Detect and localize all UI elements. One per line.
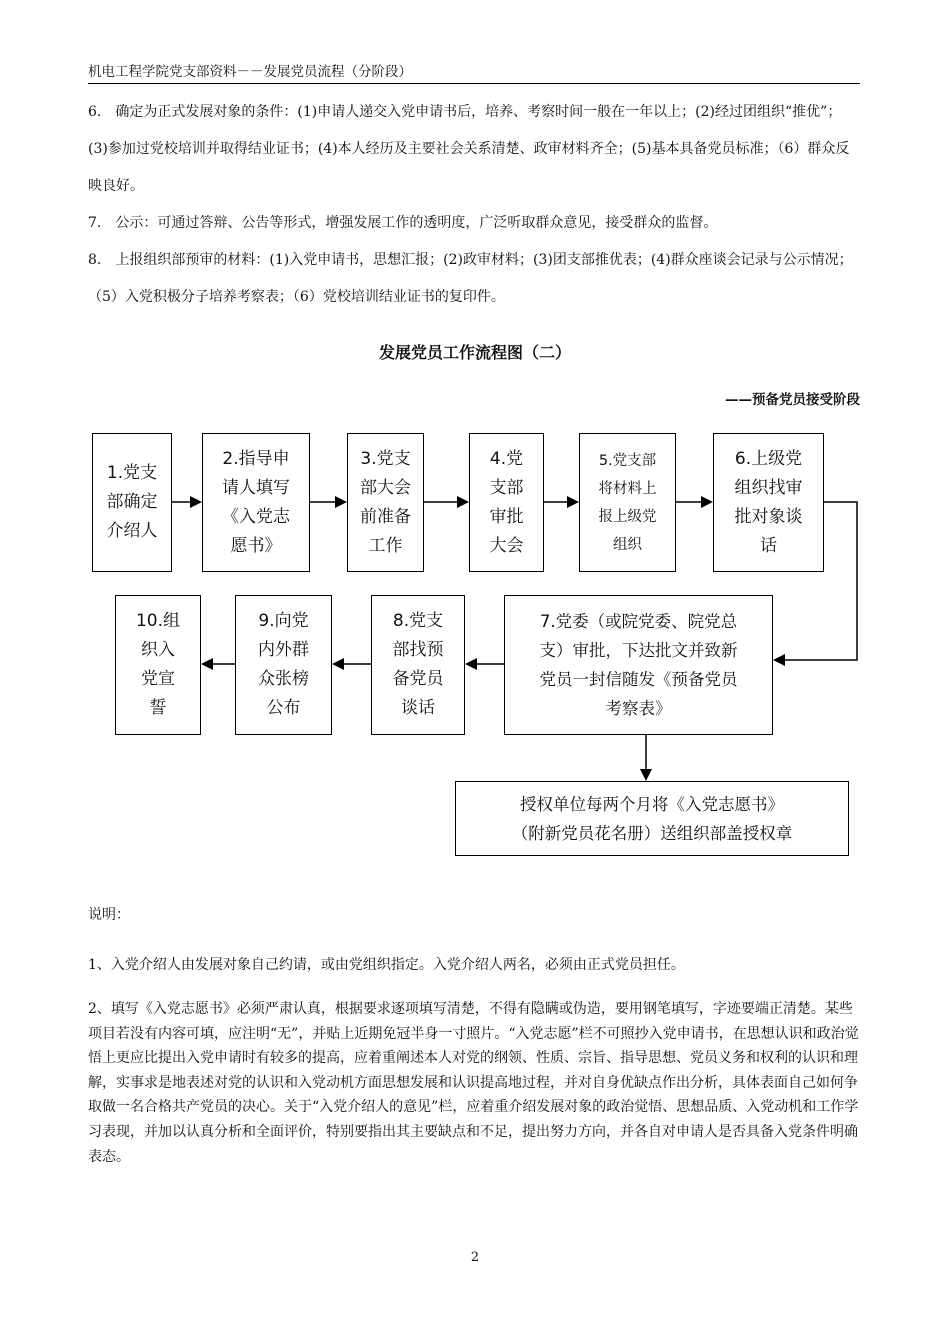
flowchart-subtitle: ——预备党员接受阶段 xyxy=(725,392,860,408)
step-1-box: 1.党支 部确定 介绍人 xyxy=(92,433,172,572)
step-10-box: 10.组 织入 党宣 誓 xyxy=(115,595,201,735)
item-6: 6. 确定为正式发展对象的条件：(1)申请人递交入党申请书后，培养、考察时间一般在一年以上；(2)经过团组织“推优”；(3)参加过党校培训并取得结业证书；(4)本人经历及主要社会关系清楚、政审材料齐全；(5)基本具备党员标准；（6）群众反映良好。 xyxy=(88,104,850,194)
note-1: 1、入党介绍人由发展对象自己约请，或由党组织指定。入党介绍人两名，必须由正式党员担任。 xyxy=(88,957,685,973)
arrow-6-7 xyxy=(775,502,857,660)
page-header: 机电工程学院党支部资料－－发展党员流程（分阶段） xyxy=(88,62,860,84)
step-8-box: 8.党支 部找预 备党员 谈话 xyxy=(371,595,465,735)
step-2-box: 2.指导申 请人填写 《入党志 愿书》 xyxy=(202,433,310,572)
step-7-box: 7.党委（或院党委、院党总 支）审批，下达批文并致新 党员一封信随发《预备党员 考察表》 xyxy=(504,595,773,735)
step-3-box: 3.党支 部大会 前准备 工作 xyxy=(347,433,424,572)
item-8: 8. 上报组织部预审的材料：(1)入党申请书，思想汇报；(2)政审材料；(3)团支部推优表；(4)群众座谈会记录与公示情况；（5）入党积极分子培养考察表；（6）党校培训结业证书的复印件。 xyxy=(88,252,853,305)
step-6-box: 6.上级党 组织找审 批对象谈 话 xyxy=(713,433,824,572)
final-step-box: 授权单位每两个月将《入党志愿书》 （附新党员花名册）送组织部盖授权章 xyxy=(455,781,849,856)
step-5-box: 5.党支部 将材料上 报上级党 组织 xyxy=(579,433,676,572)
notes-heading: 说明： xyxy=(88,907,130,923)
flowchart-title: 发展党员工作流程图（二） xyxy=(378,343,571,362)
item-7: 7. 公示：可通过答辩、公告等形式，增强发展工作的透明度，广泛听取群众意见，接受群众的监督。 xyxy=(88,215,718,231)
page-number: 2 xyxy=(470,1250,480,1265)
step-4-box: 4.党 支部 审批 大会 xyxy=(469,433,544,572)
step-9-box: 9.向党 内外群 众张榜 公布 xyxy=(235,595,332,735)
note-2: 2、填写《入党志愿书》必须严肃认真，根据要求逐项填写清楚，不得有隐瞒或伪造，要用钢笔填写，字迹要端正清楚。某些项目若没有内容可填，应注明“无”，并贴上近期免冠半身一寸照片。“入党志愿”栏不可照抄入党申请书，在思想认识和政治觉悟上更应比提出入党申请时有较多的提高，应着重阐述本人对党的纲领、性质、宗旨、指导思想、党员义务和权利的认识和理解，实事求是地表述对党的认识和入党动机方面思想发展和认识提高地过程，并对自身优缺点作出分析，具体表面自己如何争取做一名合格共产党员的决心。关于“入党介绍人的意见”栏，应着重介绍发展对象的政治觉悟、思想品质、入党动机和工作学习表现，并加以认真分析和全面评价，特别要指出其主要缺点和不足，提出努力方向，并各自对申请人是否具备入党条件明确表态。 xyxy=(88,1001,859,1165)
